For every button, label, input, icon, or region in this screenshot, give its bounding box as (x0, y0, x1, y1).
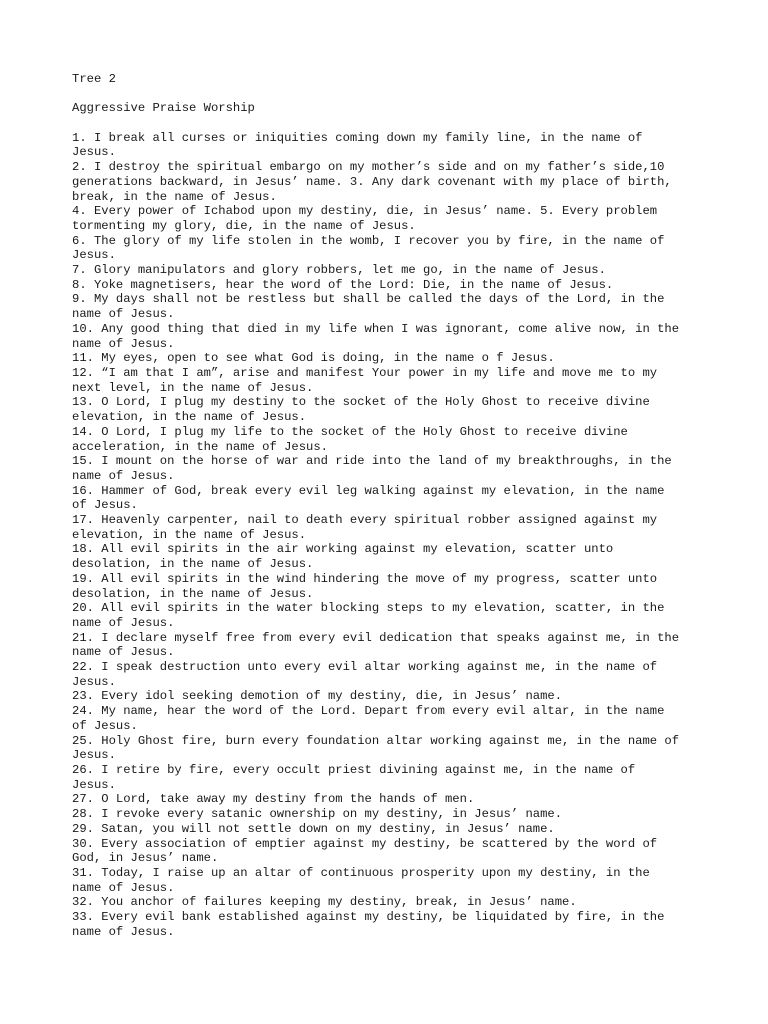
spacer (72, 87, 712, 102)
prayer-line: next level, in the name of Jesus. (72, 380, 314, 395)
prayer-line: 16. Hammer of God, break every evil leg walking against my elevation, in the name (72, 483, 665, 498)
prayer-line: 17. Heavenly carpenter, nail to death every spiritual robber assigned against my (72, 513, 658, 528)
prayer-line: elevation, in the name of Jesus. (72, 527, 307, 542)
prayer-line: 9. My days shall not be restless but shall be called the days of the Lord, in the (72, 292, 665, 307)
prayer-line: 7. Glory manipulators and glory robbers, let me go, in the name of Jesus. (72, 263, 606, 278)
prayer-line: 30. Every association of emptier against my destiny, be scattered by the word of (72, 836, 658, 851)
prayer-line: name of Jesus. (72, 468, 175, 483)
prayer-line: 27. O Lord, take away my destiny from the hands of men. (72, 792, 475, 807)
prayer-line: 4. Every power of Ichabod upon my destiny, die, in Jesus’ name. 5. Every problem (72, 204, 658, 219)
prayer-line: 33. Every evil bank established against my destiny, be liquidated by fire, in the (72, 910, 665, 925)
prayer-line: 8. Yoke magnetisers, hear the word of the Lord: Die, in the name of Jesus. (72, 277, 614, 292)
prayer-line: desolation, in the name of Jesus. (72, 557, 314, 572)
prayer-line: 6. The glory of my life stolen in the womb, I recover you by fire, in the name of (72, 233, 665, 248)
prayer-line: generations backward, in Jesus’ name. 3. Any dark covenant with my place of birth, (72, 174, 672, 189)
prayer-line: 22. I speak destruction unto every evil altar working against me, in the name of (72, 660, 658, 675)
prayer-line: 32. You anchor of failures keeping my destiny, break, in Jesus’ name. (72, 895, 577, 910)
prayer-line: Jesus. (72, 748, 116, 763)
prayer-line: 28. I revoke every satanic ownership on my destiny, in Jesus’ name. (72, 807, 563, 822)
prayer-line: of Jesus. (72, 718, 138, 733)
prayer-line: 10. Any good thing that died in my life when I was ignorant, come alive now, in the (72, 321, 680, 336)
prayer-line: Jesus. (72, 777, 116, 792)
prayer-line: name of Jesus. (72, 880, 175, 895)
prayer-line: name of Jesus. (72, 336, 175, 351)
prayer-line: desolation, in the name of Jesus. (72, 586, 314, 601)
prayer-line: 29. Satan, you will not settle down on my destiny, in Jesus’ name. (72, 821, 555, 836)
prayer-line: tormenting my glory, die, in the name of Jesus. (72, 218, 416, 233)
prayer-line: name of Jesus. (72, 615, 175, 630)
prayer-line: 26. I retire by fire, every occult priest divining against me, in the name of (72, 762, 636, 777)
prayer-line: 23. Every idol seeking demotion of my destiny, die, in Jesus’ name. (72, 689, 563, 704)
prayer-line: 18. All evil spirits in the air working against my elevation, scatter unto (72, 542, 614, 557)
prayer-line: 31. Today, I raise up an altar of continuous prosperity upon my destiny, in the (72, 865, 650, 880)
prayer-line: elevation, in the name of Jesus. (72, 410, 307, 425)
prayer-list (72, 131, 712, 940)
prayer-line: 11. My eyes, open to see what God is doing, in the name o f Jesus. (72, 351, 555, 366)
prayer-line: name of Jesus. (72, 645, 175, 660)
prayer-line: Jesus. (72, 248, 116, 263)
prayer-line: name of Jesus. (72, 307, 175, 322)
prayer-line: Jesus. (72, 145, 116, 160)
prayer-line: acceleration, in the name of Jesus. (72, 439, 328, 454)
prayer-line: of Jesus. (72, 498, 138, 513)
document-subtitle: Aggressive Praise Worship (72, 101, 255, 116)
spacer (72, 116, 712, 131)
prayer-line: 25. Holy Ghost fire, burn every foundation altar working against me, in the name of (72, 733, 680, 748)
prayer-line: 24. My name, hear the word of the Lord. Depart from every evil altar, in the name (72, 704, 665, 719)
prayer-line: break, in the name of Jesus. (72, 189, 277, 204)
prayer-line: 12. “I am that I am”, arise and manifest Your power in my life and move me to my (72, 366, 658, 380)
document-title: Tree 2 (72, 72, 116, 86)
prayer-line: 20. All evil spirits in the water blocking steps to my elevation, scatter, in the (72, 601, 665, 616)
prayer-line: 19. All evil spirits in the wind hindering the move of my progress, scatter unto (72, 571, 658, 586)
prayer-line: 1. I break all curses or iniquities coming down my family line, in the name of (72, 130, 643, 145)
prayer-line: God, in Jesus’ name. (72, 851, 219, 866)
prayer-line: name of Jesus. (72, 924, 175, 939)
document-body (72, 72, 712, 939)
prayer-line: 2. I destroy the spiritual embargo on my mother’s side and on my father’s side,10 (72, 160, 665, 175)
prayer-line: 15. I mount on the horse of war and ride into the land of my breakthroughs, in the (72, 454, 672, 469)
prayer-line: 14. O Lord, I plug my life to the socket of the Holy Ghost to receive divine (72, 424, 628, 439)
prayer-line: 13. O Lord, I plug my destiny to the socket of the Holy Ghost to receive divine (72, 395, 650, 410)
prayer-line: Jesus. (72, 674, 116, 689)
prayer-line: 21. I declare myself free from every evil dedication that speaks against me, in the (72, 630, 680, 645)
